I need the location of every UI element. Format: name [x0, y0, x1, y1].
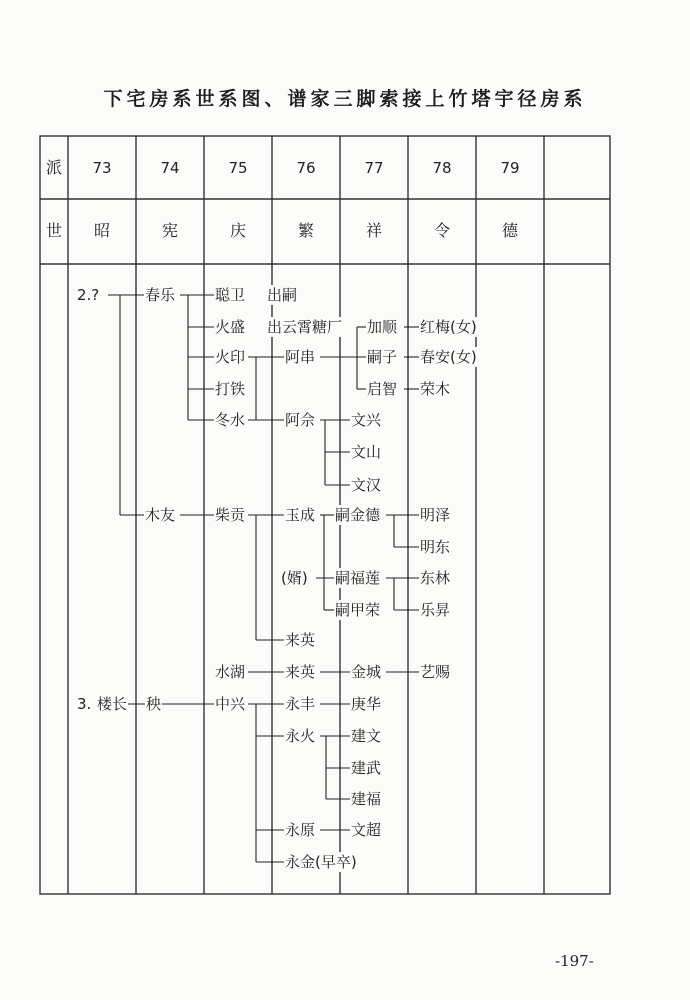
tree-node: 文兴 — [351, 411, 382, 429]
tree-node: 红梅(女) — [420, 318, 477, 336]
tree-node: 艺赐 — [420, 663, 451, 681]
tree-node: 永火 — [285, 727, 316, 745]
tree-node: 嗣甲荣 — [335, 601, 381, 619]
generation-character: 庆 — [229, 221, 247, 240]
page-title: 下宅房系世系图、谱家三脚索接上竹塔宇径房系 — [103, 88, 587, 110]
tree-node: 楼长 — [97, 695, 128, 713]
tree-node: 荣木 — [420, 380, 451, 398]
tree-node: 火印 — [215, 348, 246, 366]
tree-note: 出嗣 — [267, 286, 298, 304]
tree-note: (婿) — [281, 569, 308, 587]
branch-number: 3. — [77, 695, 92, 713]
generation-number: 78 — [432, 159, 452, 177]
tree-node: 文汉 — [351, 476, 382, 494]
tree-node: 春乐 — [145, 286, 176, 304]
tree-node: 东林 — [420, 569, 451, 587]
generation-character: 昭 — [93, 221, 111, 240]
tree-node: 庚华 — [351, 695, 382, 713]
generation-number: 73 — [92, 159, 112, 177]
tree-node: 明东 — [420, 538, 451, 556]
tree-node: 聪卫 — [215, 286, 246, 304]
tree-node: 永丰 — [285, 695, 316, 713]
tree-node: 冬水 — [215, 411, 246, 429]
tree-node: 火盛 — [215, 318, 246, 336]
tree-node: 乐昇 — [420, 601, 451, 619]
tree-node: 来英 — [285, 631, 316, 649]
tree-node: 嗣金德 — [335, 506, 381, 524]
tree-node: 永金(早卒) — [285, 853, 357, 871]
tree-node: 来英 — [285, 663, 316, 681]
tree-node: 玉成 — [285, 506, 316, 524]
tree-node: 文山 — [351, 443, 382, 461]
generation-number: 76 — [296, 159, 316, 177]
generation-number: 79 — [500, 159, 520, 177]
tree-node: 金城 — [351, 663, 382, 681]
branch-number: 2.? — [77, 286, 100, 304]
tree-node: 中兴 — [215, 695, 246, 713]
tree-node: 建武 — [351, 759, 382, 777]
generation-character: 祥 — [365, 221, 383, 240]
tree-node: 春安(女) — [420, 348, 477, 366]
generation-character: 繁 — [297, 221, 315, 240]
page-number: -197- — [555, 952, 594, 970]
tree-node: 永原 — [285, 821, 316, 839]
tree-node: 嗣子 — [367, 348, 398, 366]
row-label-shi: 世 — [45, 221, 63, 240]
tree-node: 明泽 — [420, 506, 451, 524]
tree-node: 打铁 — [215, 380, 246, 398]
generation-character: 德 — [501, 221, 519, 240]
tree-note: 出云霄糖厂 — [267, 318, 343, 336]
tree-node: 阿串 — [285, 348, 316, 366]
generation-number: 77 — [364, 159, 384, 177]
tree-node: 建福 — [351, 790, 382, 808]
tree-node: 启智 — [367, 380, 398, 398]
tree-node: 文超 — [351, 821, 382, 839]
tree-node: 建文 — [351, 727, 382, 745]
tree-node: 阿佘 — [285, 411, 316, 429]
tree-node: 柴贡 — [215, 506, 246, 524]
generation-character: 宪 — [161, 221, 179, 240]
tree-node: 木友 — [145, 506, 176, 524]
generation-number: 74 — [160, 159, 180, 177]
generation-number: 75 — [228, 159, 248, 177]
generation-character: 令 — [433, 221, 451, 240]
tree-node: 水湖 — [215, 663, 246, 681]
tree-node: 秧 — [146, 695, 162, 713]
row-label-pai: 派 — [45, 158, 63, 177]
tree-node: 嗣福莲 — [335, 569, 381, 587]
tree-node: 加顺 — [367, 318, 398, 336]
